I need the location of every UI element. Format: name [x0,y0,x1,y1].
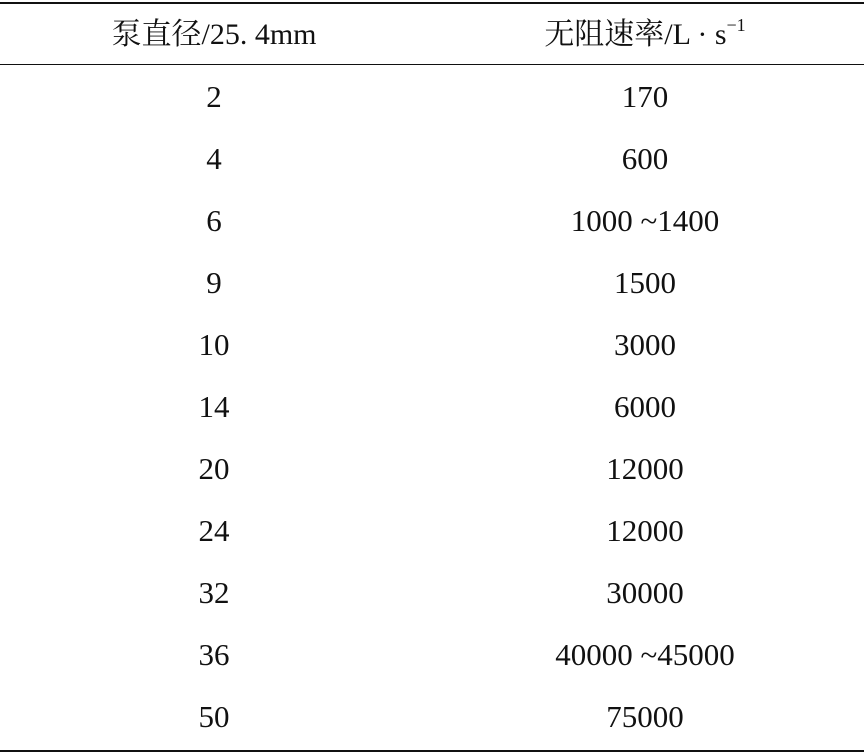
table-row [0,500,864,562]
diameter-cell: 9 [206,265,222,300]
speed-cell: 3000 [614,327,676,362]
header-pump-diameter: 泵直径/25. 4mm [111,18,317,51]
diameter-cell: 36 [198,637,230,672]
speed-cell: 600 [621,141,669,176]
table-body [0,66,864,750]
diameter-cell: 32 [198,575,230,610]
speed-cell: 40000 ~45000 [555,637,735,672]
table-header-rule [0,64,864,65]
diameter-cell: 2 [206,79,222,114]
diameter-cell: 24 [198,513,230,548]
diameter-cell: 4 [206,141,222,176]
speed-cell: 1000 ~1400 [570,203,720,238]
speed-cell: 30000 [606,575,684,610]
header-unit-exponent: −1 [726,15,746,35]
table-row [0,128,864,190]
table-row [0,190,864,252]
table-row [0,438,864,500]
speed-cell: 12000 [606,513,684,548]
diameter-cell: 20 [198,451,230,486]
table-row [0,252,864,314]
speed-cell: 75000 [606,699,684,734]
table-row [0,314,864,376]
table-row [0,686,864,748]
speed-cell: 12000 [606,451,684,486]
header-pumping-speed [430,15,860,55]
diameter-cell: 50 [198,699,230,734]
speed-cell: 6000 [614,389,676,424]
table-row [0,624,864,686]
table-row [0,376,864,438]
diameter-cell: 6 [206,203,222,238]
table-row [0,562,864,624]
speed-cell: 1500 [614,265,676,300]
table-header-row [0,4,864,64]
table-row [0,66,864,128]
diameter-cell: 10 [198,327,230,362]
header-pumping-speed-label: 无阻速率/L · s [544,18,727,51]
diameter-cell: 14 [198,389,230,424]
speed-cell: 170 [621,79,669,114]
table-bottom-rule [0,750,864,752]
